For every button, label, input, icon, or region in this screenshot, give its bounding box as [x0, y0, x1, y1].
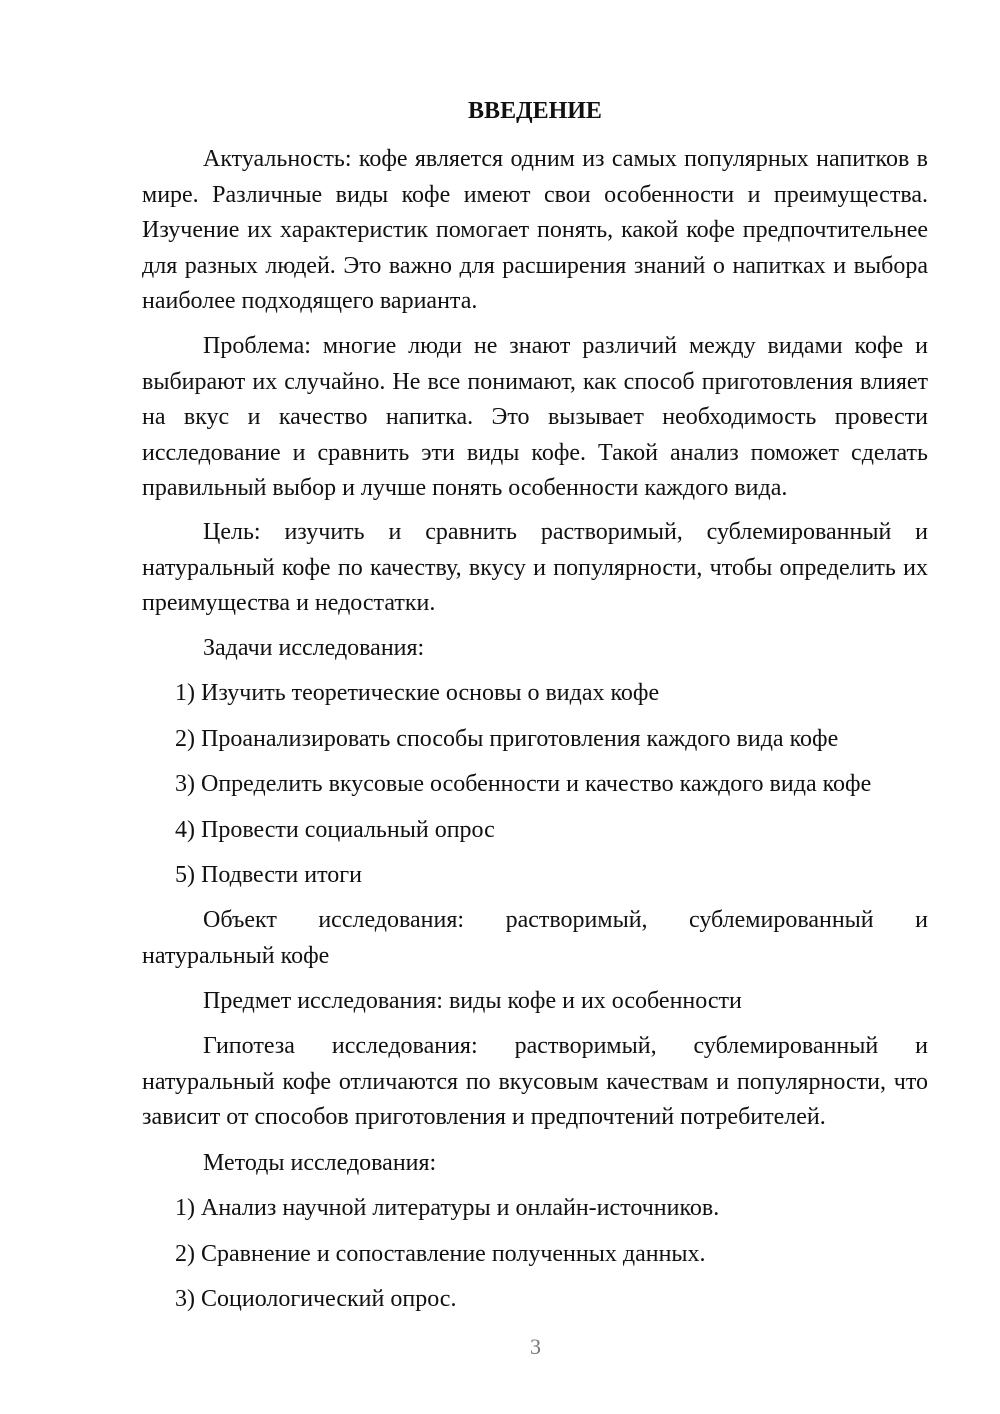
- task-item-4: 4) Провести социальный опрос: [175, 817, 495, 843]
- object-line-2: натуральный кофе: [142, 943, 330, 969]
- subject-paragraph: Предмет исследования: виды кофе и их особенности: [203, 988, 742, 1014]
- relevance-paragraph: Актуальность: кофе является одним из самых популярных напитков в мире. Различные виды кофе имеют свои особенности и преимущества. Изучение их характеристик помогает понять, какой кофе предпочтительнее для разных людей. Это важно для расширения знаний о напитках и выбора наиболее подходящего варианта.: [142, 146, 928, 314]
- task-item-2: 2) Проанализировать способы приготовления каждого вида кофе: [175, 726, 839, 752]
- problem-paragraph: Проблема: многие люди не знают различий между видами кофе и выбирают их случайно. Не все понимают, как способ приготовления влияет на вкус и качество напитка. Это вызывает необходимость провести исследование и сравнить эти виды кофе. Такой анализ поможет сделать правильный выбор и лучше понять особенности каждого вида.: [142, 333, 928, 501]
- section-heading: ВВЕДЕНИЕ: [468, 98, 602, 124]
- methods-label: Методы исследования:: [203, 1150, 437, 1176]
- goal-paragraph: Цель: изучить и сравнить растворимый, сублемированный и натуральный кофе по качеству, вкусу и популярности, чтобы определить их преимущества и недостатки.: [142, 519, 928, 616]
- method-item-1: 1) Анализ научной литературы и онлайн-источников.: [175, 1195, 720, 1221]
- page-number: 3: [530, 1334, 541, 1359]
- object-line-1: Объект исследования: растворимый, сублемированный и: [203, 907, 928, 933]
- task-item-1: 1) Изучить теоретические основы о видах кофе: [175, 680, 660, 706]
- task-item-5: 5) Подвести итоги: [175, 862, 362, 888]
- method-item-3: 3) Социологический опрос.: [175, 1286, 457, 1312]
- method-item-2: 2) Сравнение и сопоставление полученных данных.: [175, 1241, 706, 1267]
- hypothesis-paragraph: Гипотеза исследования: растворимый, сублемированный и натуральный кофе отличаются по вкусовым качествам и популярности, что зависит от способов приготовления и предпочтений потребителей.: [142, 1033, 928, 1130]
- task-item-3: 3) Определить вкусовые особенности и качество каждого вида кофе: [175, 771, 872, 797]
- tasks-label: Задачи исследования:: [203, 635, 425, 661]
